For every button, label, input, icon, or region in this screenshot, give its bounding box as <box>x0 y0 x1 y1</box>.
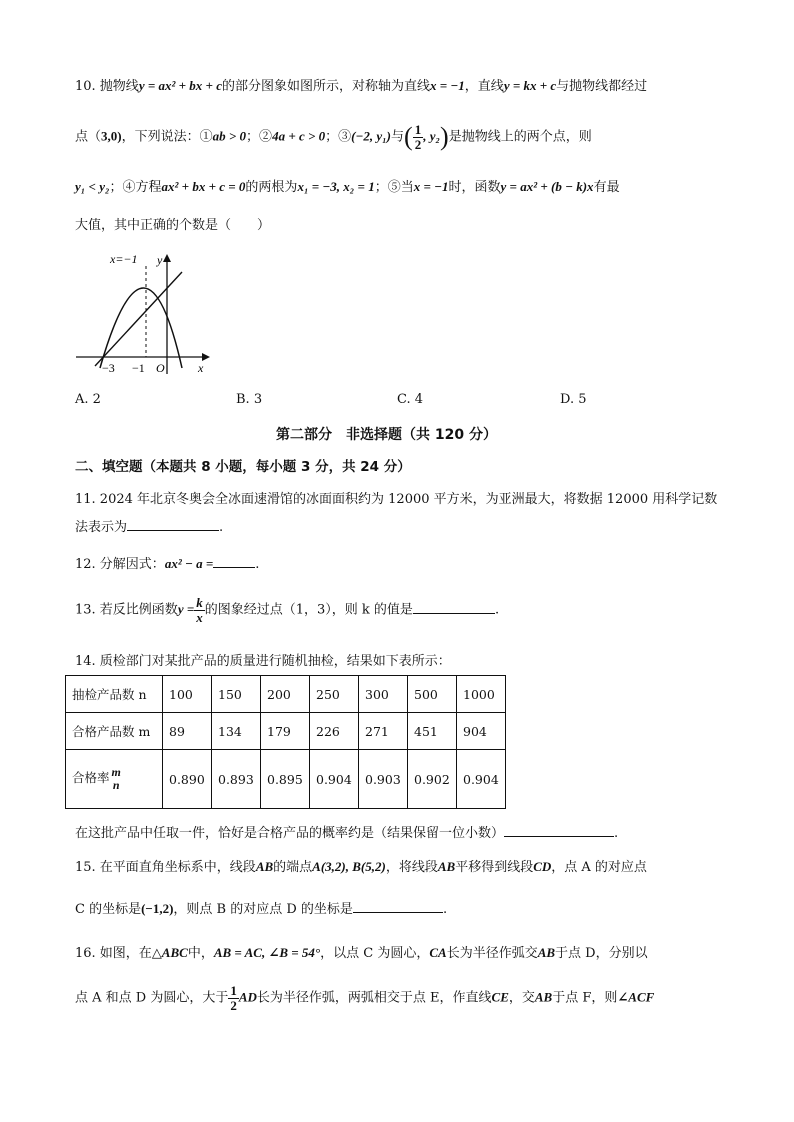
cell: 0.893 <box>212 750 261 809</box>
q14-intro: 14. 质检部门对某批产品的质量进行随机抽检，结果如下表所示： <box>75 654 451 669</box>
condition-1: ab > 0 <box>212 128 247 144</box>
angle: ∠ACF <box>617 989 655 1005</box>
q15-line1 <box>75 856 647 875</box>
text: 是抛物线上的两个点，则 <box>448 129 592 145</box>
cell: 451 <box>408 713 457 750</box>
text: 中， <box>187 946 214 961</box>
text: 在这批产品中任取一件，恰好是合格产品的概率约是（结果保留一位小数） <box>75 826 505 841</box>
cell: 100 <box>163 676 212 713</box>
text: 长为半径作弧交 <box>446 946 538 961</box>
x-value: x = −1 <box>413 179 449 194</box>
cell: 271 <box>359 713 408 750</box>
option-d: D. 5 <box>560 392 587 407</box>
fraction: $\frac{1}{2}$ <box>230 983 237 1013</box>
q16-line2 <box>75 984 654 1012</box>
text: 时，函数 <box>448 180 501 195</box>
inequality: y₁ < y₂ <box>75 179 110 194</box>
answer-blank[interactable] <box>504 823 614 837</box>
text: 12. 分解因式： <box>75 557 165 572</box>
text: C 的坐标是 <box>75 902 142 917</box>
text: 的端点 <box>273 860 313 875</box>
answer-blank[interactable] <box>353 899 443 913</box>
points: A(3,2), B(5,2) <box>312 859 386 874</box>
cell: 904 <box>457 713 506 750</box>
point: 3,0) <box>101 128 122 144</box>
tick-minus3: −3 <box>102 361 115 375</box>
q14-question: 在这批产品中任取一件，恰好是合格产品的概率约是（结果保留一位小数） . <box>75 822 618 841</box>
origin-label: O <box>156 361 165 375</box>
expression: ax² − a = <box>164 556 214 571</box>
text: ；② <box>246 129 273 145</box>
parabola-graph <box>70 248 220 378</box>
axis-label: x=−1 <box>110 252 138 266</box>
segment: AB <box>255 859 274 874</box>
y-axis-arrow <box>163 254 171 262</box>
q15-line2: C 的坐标是(−1,2)，则点 B 的对应点 D 的坐标是 . <box>75 901 448 917</box>
cell: 200 <box>261 676 310 713</box>
quality-table <box>65 675 506 809</box>
segment: AB <box>437 859 456 874</box>
text: 15. 在平面直角坐标系中，线段 <box>75 860 256 875</box>
text: ，以点 C 为圆心， <box>320 946 430 961</box>
segment: CA <box>429 945 447 960</box>
segment: AD <box>238 989 257 1005</box>
x-axis-arrow <box>202 353 210 361</box>
answer-blank[interactable] <box>413 600 495 614</box>
fraction: $\frac{k}{x}$ <box>196 595 203 625</box>
text: 16. 如图，在 <box>75 946 152 961</box>
cell: 0.903 <box>359 750 408 809</box>
q11-line1: 11. 2024 年北京冬奥会全冰面速滑馆的冰面面积约为 12000 平方米，为亚洲最大，将数据 12000 用科学记数 <box>75 492 718 507</box>
text: 法表示为 <box>75 520 128 535</box>
row-label: 合格产品数 m <box>66 713 163 750</box>
q10-line4: 大值，其中正确的个数是（ ） <box>75 218 271 233</box>
cell: 500 <box>408 676 457 713</box>
option-a: A. 2 <box>75 392 101 407</box>
q16-line1 <box>75 942 648 961</box>
q13: 13. 若反比例函数y = $\frac{k}{x}$ 的图象经过点（1，3），则 k 的值是 . <box>75 595 500 625</box>
y-label: y <box>157 253 163 267</box>
triangle: △ABC <box>151 945 188 960</box>
cell: 89 <box>163 713 212 750</box>
text: 的两根为 <box>245 180 298 195</box>
q10-line3 <box>75 176 620 195</box>
text: 长为半径作弧，两弧相交于点 E，作直线 <box>256 990 492 1006</box>
text: 有最 <box>593 180 620 195</box>
segment: CD <box>533 859 552 874</box>
segment: AB <box>534 989 553 1005</box>
table-row <box>66 750 506 809</box>
answer-blank[interactable] <box>213 554 255 568</box>
cell: 0.890 <box>163 750 212 809</box>
text: 点（ <box>75 129 102 145</box>
point: (−1,2) <box>141 901 174 916</box>
table-row <box>66 713 506 750</box>
cell: 0.895 <box>261 750 310 809</box>
text: ，直线 <box>464 79 504 94</box>
axis-equation: x = −1 <box>430 78 465 93</box>
cell: 226 <box>310 713 359 750</box>
answer-blank[interactable] <box>127 517 219 531</box>
section2-heading: 二、填空题（本题共 8 小题，每小题 3 分，共 24 分） <box>75 459 411 475</box>
line: CE <box>491 989 509 1005</box>
roots: x₁ = −3, x₂ = 1 <box>297 179 375 194</box>
cell: 0.902 <box>408 750 457 809</box>
cell: 134 <box>212 713 261 750</box>
text: ；⑤当 <box>374 180 414 195</box>
tick-minus1: −1 <box>132 361 145 375</box>
text: 的部分图象如图所示，对称轴为直线 <box>221 79 430 94</box>
cell: 1000 <box>457 676 506 713</box>
parabola-curve <box>100 288 182 368</box>
row-label: 抽检产品数 n <box>66 676 163 713</box>
option-c: C. 4 <box>397 392 424 407</box>
text: ，下列说法：① <box>121 129 213 145</box>
text: ；④方程 <box>109 180 162 195</box>
table-row <box>66 676 506 713</box>
text: ；③ <box>325 129 352 145</box>
condition-2: 4a + c > 0 <box>272 128 326 144</box>
cell: 179 <box>261 713 310 750</box>
text: ，则点 B 的对应点 D 的坐标是 <box>173 902 353 917</box>
text: 于点 F，则 <box>552 990 618 1006</box>
text: ，将线段 <box>385 860 438 875</box>
part2-title: 第二部分 非选择题（共 120 分） <box>276 427 497 443</box>
text: 与 <box>391 129 405 145</box>
text: 平移得到线段 <box>455 860 534 875</box>
cell: 250 <box>310 676 359 713</box>
line-equation: y = kx + c <box>503 78 557 93</box>
row-label: 合格率 m n <box>66 750 163 809</box>
equation: ax² + bx + c = 0 <box>161 179 246 194</box>
function: y = ax² + (b − k)x <box>500 179 594 194</box>
point-2: , y₂ <box>423 128 441 144</box>
condition: AB = AC, ∠B = 54° <box>213 945 321 960</box>
cell: 0.904 <box>457 750 506 809</box>
fraction: $\frac{1}{2}$ <box>414 121 422 152</box>
text: 点 A 和点 D 为圆心，大于 <box>75 990 229 1006</box>
text: 的图象经过点（1，3），则 k 的值是 <box>204 602 413 618</box>
cell: 0.904 <box>310 750 359 809</box>
cell: 150 <box>212 676 261 713</box>
parabola-equation: y = ax² + bx + c <box>138 78 222 93</box>
q12: 12. 分解因式：ax² − a = . <box>75 556 260 572</box>
text: 13. 若反比例函数 <box>75 602 178 618</box>
x-label: x <box>198 361 204 375</box>
text: ，交 <box>508 990 535 1006</box>
fn-lhs: y = <box>177 601 195 617</box>
point-1: (−2, y₁) <box>351 128 392 144</box>
text: 10. 抛物线 <box>75 79 139 94</box>
q11-line2: 法表示为 . <box>75 516 223 535</box>
text: ，点 A 的对应点 <box>551 860 647 875</box>
q10-line2: 点（3,0)，下列说法：①ab > 0；②4a + c > 0；③(−2, y₁)与( $\frac{1}{2}$ , y₂)是抛物线上的两个点，则 <box>75 121 592 152</box>
text: 与抛物线都经过 <box>556 79 648 94</box>
line-curve <box>95 272 182 366</box>
text: 于点 D，分别以 <box>555 946 648 961</box>
cell: 300 <box>359 676 408 713</box>
segment: AB <box>537 945 556 960</box>
option-b: B. 3 <box>236 392 263 407</box>
q10-line1 <box>75 75 647 94</box>
